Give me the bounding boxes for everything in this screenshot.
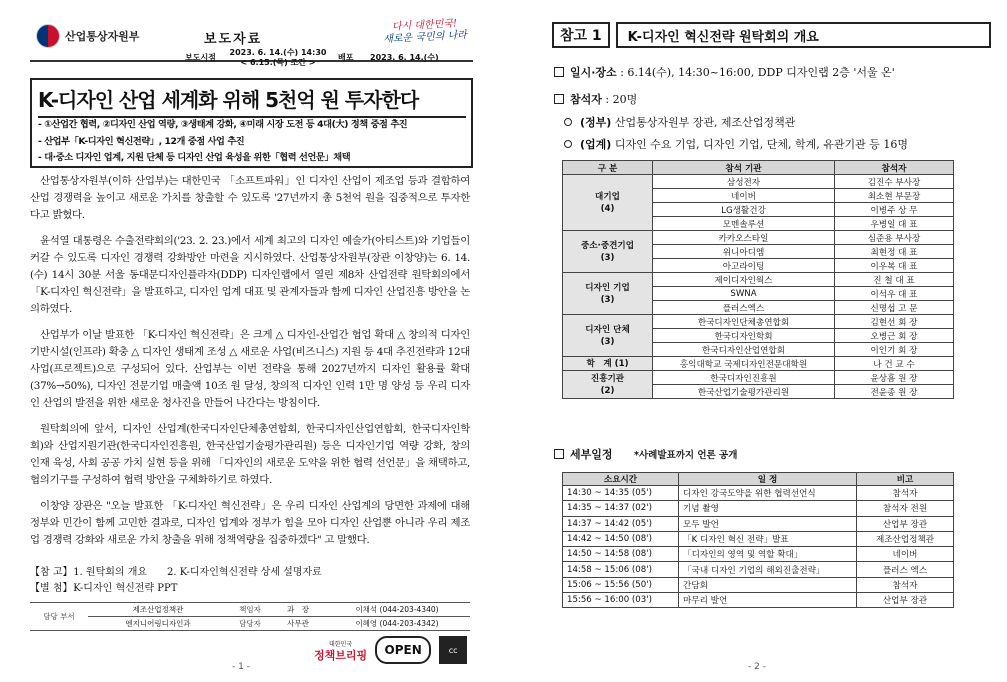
reference-items: 1. 원탁회의 개요 2. K-디자인혁신전략 상세 설명자료: [73, 567, 322, 578]
attendee-cell: 이석우 대 표: [835, 287, 954, 301]
policy-briefing-main: 정책브리핑: [314, 649, 368, 662]
square-bullet-icon: [554, 449, 564, 459]
contact-row: [30, 603, 470, 617]
organization-cell: 한국디자인산업연합회: [653, 343, 835, 357]
cc-icon: cc: [439, 636, 467, 664]
attendee-cell: 김진수 부사장: [835, 175, 954, 189]
header-duration: 소요시간: [563, 473, 679, 486]
category-count: (3): [600, 252, 615, 263]
table-row: [563, 315, 954, 329]
reference-tag: 참고 1: [552, 22, 610, 48]
organization-cell: 한국산업기술평가관리원: [653, 385, 835, 399]
slogan-line-1: 다시 대한민국!: [392, 18, 458, 33]
agenda-cell: 「디자인의 영역 및 역할 확대」: [679, 547, 857, 562]
agenda-cell: 「K 디자인 혁신 전략」발표: [679, 531, 857, 546]
organization-cell: 플러스엑스: [653, 301, 835, 315]
reference-label: 【참 고】: [30, 567, 73, 578]
policy-briefing-small: 대한민국: [328, 641, 353, 648]
release-label: 보도시점: [185, 53, 216, 62]
attendee-table-header: [563, 161, 954, 175]
table-row: [563, 486, 954, 501]
note-cell: 플러스 엑스: [857, 562, 954, 577]
ministry-name: 산업통상자원부: [65, 30, 140, 43]
table-row: [563, 357, 954, 371]
note-cell: 참석자: [857, 577, 954, 592]
attachment-line: [30, 581, 470, 597]
table-row: [563, 273, 954, 287]
subtitle-line: - ①산업간 협력, ②디자인 산업 역량, ③생태계 강화, ④미래 시장 도전 등 4대(大) 정책 중점 추진: [38, 119, 408, 130]
staff-label: 담당자: [228, 617, 272, 631]
duration-cell: 14:30 ~ 14:35 (05'): [563, 486, 679, 501]
table-row: [563, 562, 954, 577]
organization-cell: 한국디자인진흥원: [653, 371, 835, 385]
footer-logos: [314, 636, 467, 664]
note-cell: 네이버: [857, 547, 954, 562]
release-time-line-1: 2023. 6. 14.(수) 14:30: [229, 48, 327, 57]
category-cell: [563, 371, 653, 399]
agenda-cell: 간담회: [679, 577, 857, 592]
body-paragraph: 산업통상자원부(이하 산업부)는 대한민국 「소프트파워」인 디자인 산업이 제조업 등과 결합하여 산업 경쟁력을 높이고 새로운 가치를 창출할 수 있도록 '27년까지 총 5천억 원을 집중적으로 투자한다고 밝혔다.: [30, 175, 470, 221]
duration-cell: 15:06 ~ 15:56 (50'): [563, 577, 679, 592]
category-count: (4): [600, 203, 615, 214]
release-time-line-2: < 6.15.(목) 조간 >: [240, 58, 316, 67]
headline-title: K-디자인 산업 세계화 위해 5천억 원 투자한다: [38, 84, 466, 118]
distribution-label: 배포: [338, 53, 354, 62]
release-time: [228, 48, 328, 68]
references: [30, 565, 470, 597]
category-cell: [563, 357, 653, 371]
category-count: (2): [600, 385, 615, 396]
datetime-line: [554, 64, 895, 80]
header-category: 구 분: [563, 161, 653, 175]
attendee-cell: 우병일 대 표: [835, 217, 954, 231]
gov-label: (정부): [580, 116, 612, 129]
category-count: (1): [614, 358, 629, 369]
table-row: [563, 231, 954, 245]
header-agenda: 일 정: [679, 473, 857, 486]
table-row: [563, 516, 954, 531]
circle-bullet-icon: [564, 140, 572, 148]
attendee-cell: 진 철 대 표: [835, 273, 954, 287]
attendees-label: 참석자: [570, 93, 602, 106]
duration-cell: 14:58 ~ 15:06 (08'): [563, 562, 679, 577]
organization-cell: 삼성전자: [653, 175, 835, 189]
attendee-cell: 윤상흠 원 장: [835, 371, 954, 385]
attendee-cell: 이우복 대 표: [835, 259, 954, 273]
attachment-label: 【별 첨】: [30, 583, 73, 594]
attendee-cell: 최소현 부문장: [835, 189, 954, 203]
dept-name: 엔지니어링디자인과: [88, 617, 228, 631]
body-paragraph: 산업부가 이날 발표한 「K-디자인 혁신전략」은 크게 △ 디자인-산업간 협업 확대 △ 창의적 디자인 기반시설(인프라) 확충 △ 디자인 생태계 조성 △ 새로운 사업(비즈니스) 지원 등 4대 추진전략과 12대 사업(프로젝트)으로 구성되어 있다. 산업부는 이번 전략을 통해 2027년까지 디자인 활용률 확대(37%→50%), 디자인 전문기업 매출액 10조 원 달성, 창의적 디자인 인력 1만 명 양성 등 우리 디자인 산업의 발전을 위한 새로운 청사진을 만들어 나간다는 방침이다.: [30, 329, 470, 409]
agenda-cell: 디자인 강국도약을 위한 협력선언식: [679, 486, 857, 501]
schedule-table: [562, 472, 954, 608]
body-paragraph: 이창양 장관은 "오늘 발표한 「K-디자인 혁신전략」은 우리 디자인 산업계의 당면한 과제에 대해 정부와 민간이 함께 고민한 결과로, 디자인 업계와 정부가 힘을 모아 디자인 산업뿐 아니라 우리 제조업 경쟁력 강화와 새로운 가치 창출을 위해 정책역량을 집중하겠다" 고 말했다.: [30, 500, 470, 546]
gov-attendees-line: [564, 114, 795, 130]
category-cell: [563, 175, 653, 231]
dept-name: 제조산업정책관: [88, 603, 228, 617]
press-release-page-1: [0, 0, 503, 682]
datetime-value: : 6.14(수), 14:30~16:00, DDP 디자인랩 2층 '서울 온': [620, 66, 895, 79]
taegeuk-emblem-icon: [36, 24, 60, 48]
government-slogan: [383, 18, 468, 46]
press-release-page-2: [504, 0, 1007, 682]
category-name: 디자인 기업: [585, 282, 630, 293]
distribution-date: 2023. 6. 14.(수): [370, 53, 439, 62]
industry-attendees-line: [564, 136, 908, 152]
reference-header: [552, 22, 991, 48]
organization-cell: 위니아디엠: [653, 245, 835, 259]
attendee-cell: 이인기 회 장: [835, 343, 954, 357]
policy-briefing-logo: [314, 639, 367, 661]
note-cell: 제조산업정책관: [857, 531, 954, 546]
datetime-label: 일시·장소: [570, 66, 617, 79]
square-bullet-icon: [554, 67, 564, 77]
page-number: - 1 -: [232, 662, 250, 672]
agenda-cell: 모두 발언: [679, 516, 857, 531]
ministry-logo: [36, 24, 139, 48]
subtitle-line: - 대·중소 디자인 업계, 지원 단체 등 디자인 산업 육성을 위한「협력 선언문」채택: [38, 152, 351, 163]
agenda-cell: 기념 촬영: [679, 501, 857, 516]
responsible-title: 과 장: [272, 603, 324, 617]
header-organization: 참석 기관: [653, 161, 835, 175]
agenda-cell: 「국내 디자인 기업의 해외진출전략」: [679, 562, 857, 577]
header-attendee: 참석자: [835, 161, 954, 175]
attendees-line: [554, 91, 637, 107]
attendees-value: : 20명: [605, 93, 638, 106]
attendee-table: [562, 160, 954, 399]
category-cell: [563, 315, 653, 357]
schedule-table-header: [563, 473, 954, 486]
organization-cell: LG생활건강: [653, 203, 835, 217]
organization-cell: 한국디자인학회: [653, 329, 835, 343]
headline-box: [30, 78, 473, 168]
note-cell: 산업부 장관: [857, 593, 954, 608]
category-name: 대기업: [595, 191, 620, 202]
staff-title: 사무관: [272, 617, 324, 631]
note-cell: 참석자: [857, 486, 954, 501]
attendee-cell: 김현선 회 장: [835, 315, 954, 329]
schedule-heading: [554, 446, 737, 462]
category-name: 중소·중견기업: [580, 240, 635, 251]
duration-cell: 14:37 ~ 14:42 (05'): [563, 516, 679, 531]
attendee-cell: 나 건 교 수: [835, 357, 954, 371]
organization-cell: 제이디자인웍스: [653, 273, 835, 287]
category-cell: [563, 273, 653, 315]
industry-value: 디자인 수요 기업, 디자인 기업, 단체, 학계, 유관기관 등 16명: [614, 138, 909, 151]
responsible-name: 이채석 (044-203-4340): [324, 603, 470, 617]
organization-cell: 한국디자인단체총연합회: [653, 315, 835, 329]
reference-title: K-디자인 혁신전략 원탁회의 개요: [616, 22, 991, 48]
category-count: (3): [600, 336, 615, 347]
table-row: [563, 531, 954, 546]
schedule-note: *사례발표까지 언론 공개: [634, 450, 738, 461]
slogan-line-2: 새로운 국민의 나라: [383, 29, 468, 46]
header-note: 비고: [857, 473, 954, 486]
article-body: [30, 173, 470, 558]
table-row: [563, 593, 954, 608]
schedule-label: 세부일정: [570, 448, 613, 461]
note-cell: 산업부 장관: [857, 516, 954, 531]
table-row: [563, 371, 954, 385]
attachment-items: K-디자인 혁신전략 PPT: [73, 583, 178, 594]
industry-label: (업계): [580, 138, 612, 151]
attendee-cell: 전윤종 원 장: [835, 385, 954, 399]
square-bullet-icon: [554, 94, 564, 104]
page-number: - 2 -: [748, 662, 766, 672]
agenda-cell: 마무리 발언: [679, 593, 857, 608]
attendee-cell: 신명섭 고 문: [835, 301, 954, 315]
category-count: (3): [600, 294, 615, 305]
duration-cell: 14:50 ~ 14:58 (08'): [563, 547, 679, 562]
organization-cell: 카카오스타일: [653, 231, 835, 245]
category-name: 진흥기관: [590, 373, 625, 384]
duration-cell: 15:56 ~ 16:00 (03'): [563, 593, 679, 608]
attendee-cell: 최현정 대 표: [835, 245, 954, 259]
organization-cell: SWNA: [653, 287, 835, 301]
attendee-cell: 오병근 회 장: [835, 329, 954, 343]
category-name: 학 계: [586, 358, 612, 369]
attendee-cell: 심준용 부사장: [835, 231, 954, 245]
duration-cell: 14:35 ~ 14:37 (02'): [563, 501, 679, 516]
circle-bullet-icon: [564, 118, 572, 126]
subtitle-line: - 산업부「K-디자인 혁신전략」, 12개 중점 사업 추진: [38, 135, 245, 147]
body-paragraph: 원탁회의에 앞서, 디자인 산업계(한국디자인단체총연합회, 한국디자인산업연합회, 한국디자인학회)와 산업지원기관(한국디자인진흥원, 한국산업기술평가관리원) 등은 디자인기업 역량 강화, 창의 인재 육성, 사회 공공 가치 실현 등을 위해 「디자인의 새로운 도약을 위한 협력 선언문」을 채택하고, 협의기구를 구성하여 협력 방안을 구체화하기로 하였다.: [30, 423, 470, 486]
dept-label: 담당 부서: [30, 603, 88, 631]
table-row: [563, 547, 954, 562]
duration-cell: 14:42 ~ 14:50 (08'): [563, 531, 679, 546]
table-row: [563, 175, 954, 189]
organization-cell: 아고라이팅: [653, 259, 835, 273]
note-cell: 참석자 전원: [857, 501, 954, 516]
contact-table: [30, 602, 470, 631]
headline-subtitles: [38, 117, 470, 167]
contact-row: [30, 617, 470, 631]
table-row: [563, 577, 954, 592]
open-license-logo: OPEN: [375, 636, 431, 664]
category-name: 디자인 단체: [585, 324, 630, 335]
body-paragraph: 윤석열 대통령은 수출전략회의('23. 2. 23.)에서 세계 최고의 디자인 예술가(아티스트)와 기업들이 커갈 수 있도록 디자인 경쟁력 강화방안 마련을 지시하였다. 산업통상자원부(장관 이창양)는 6. 14.(수) 14시 30분 서울 동대문디자인플라자(DDP) 디자인랩에서 열린 제8차 산업전략 원탁회의에서 「K-디자인 혁신전략」을 발표하고, 디자인 업계 대표 및 관계자들과 함께 디자인 산업진흥 방안을 논의하였다.: [30, 235, 470, 315]
attendee-cell: 이병주 상 무: [835, 203, 954, 217]
category-cell: [563, 231, 653, 273]
responsible-label: 책임자: [228, 603, 272, 617]
organization-cell: 홍익대학교 국제디자인전문대학원: [653, 357, 835, 371]
organization-cell: 모멘솔루션: [653, 217, 835, 231]
organization-cell: 네이버: [653, 189, 835, 203]
table-row: [563, 501, 954, 516]
staff-name: 이혜영 (044-203-4342): [324, 617, 470, 631]
gov-value: 산업통상자원부 장관, 제조산업정책관: [614, 116, 796, 129]
document-type: 보도자료: [204, 32, 263, 47]
reference-line: [30, 565, 470, 581]
